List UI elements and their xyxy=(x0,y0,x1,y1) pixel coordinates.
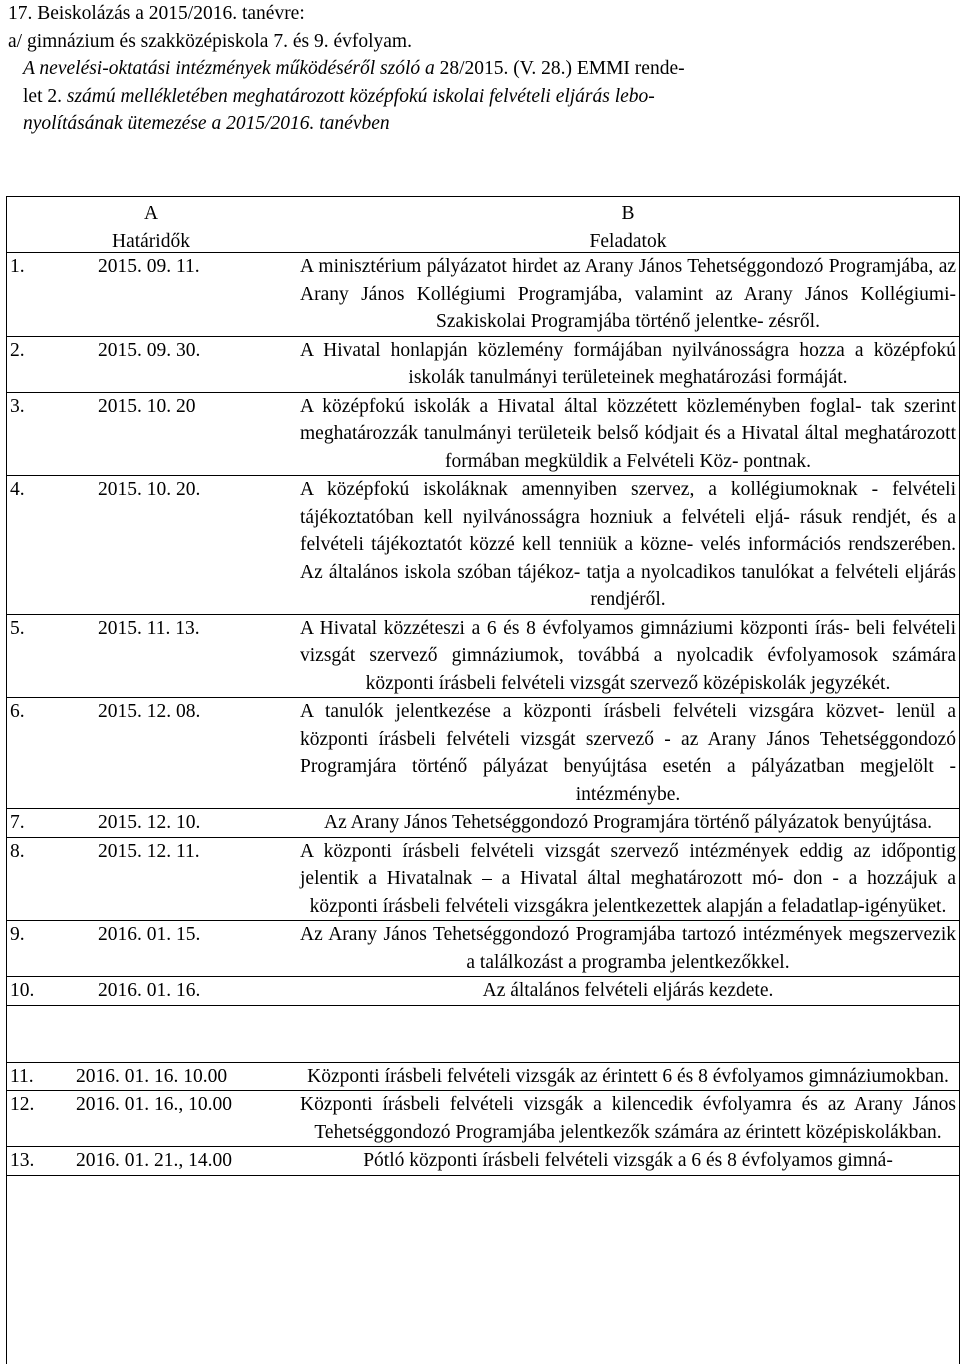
heading-line-3-rest: 28/2015. (V. 28.) EMMI rende- xyxy=(434,58,685,79)
row-task: Pótló központi írásbeli felvételi vizsgák a 6 és 8 évfolyamos gimná- xyxy=(363,1150,893,1171)
row-date: 2016. 01. 16., 10.00 xyxy=(76,1094,232,1115)
table-row xyxy=(6,838,960,922)
row-task: Az Arany János Tehetséggondozó Programjába tartozó intézmények megszervezik a találkozást a programba jelentkezőkkel. xyxy=(300,924,956,973)
row-date: 2015. 12. 11. xyxy=(98,840,200,862)
row-date: 2015. 11. 13. xyxy=(98,617,200,639)
heading-line-3 xyxy=(8,55,948,83)
row-number: 1. xyxy=(10,256,25,277)
heading-line-1: 17. Beiskolázás a 2015/2016. tanévre: xyxy=(8,3,305,24)
column-a-title: Határidők xyxy=(112,230,190,252)
row-date: 2015. 10. 20. xyxy=(98,479,201,500)
heading-line-2: a/ gimnázium és szakközépiskola 7. és 9. évfolyam. xyxy=(8,30,412,52)
row-date: 2015. 10. 20 xyxy=(98,395,196,417)
table-header-row xyxy=(6,196,960,253)
heading-line-5: nyolításának ütemezése a 2015/2016. tanévben xyxy=(23,113,390,134)
table-row xyxy=(6,337,960,393)
schedule-table xyxy=(6,196,960,1176)
row-date: 2016. 01. 15. xyxy=(98,924,201,945)
column-a-letter: A xyxy=(143,203,159,224)
heading-line-4-plain: let 2. xyxy=(23,85,67,107)
row-task: Központi írásbeli felvételi vizsgák az érintett 6 és 8 évfolyamos gimnáziumokban. xyxy=(307,1065,949,1087)
column-b-title: Feladatok xyxy=(589,230,667,252)
row-date: 2015. 09. 11. xyxy=(98,256,200,277)
column-b-header xyxy=(296,200,960,255)
row-date: 2016. 01. 21., 14.00 xyxy=(76,1150,232,1171)
table-row xyxy=(6,921,960,977)
row-date: 2015. 12. 08. xyxy=(98,701,201,722)
row-date: 2015. 09. 30. xyxy=(98,339,201,361)
table-body-1 xyxy=(6,253,960,1006)
row-number: 4. xyxy=(10,479,25,500)
row-number: 2. xyxy=(10,339,25,361)
table-row xyxy=(6,1063,960,1092)
column-a-header xyxy=(6,200,296,255)
table-body-2 xyxy=(6,1063,960,1176)
row-task: Az általános felvételi eljárás kezdete. xyxy=(482,980,774,1001)
row-number: 8. xyxy=(10,840,25,862)
row-task: Központi írásbeli felvételi vizsgák a kilencedik évfolyamra és az Arany János Tehetséggondozó Programjába jelentkezők számára az érintett középiskolákban. xyxy=(300,1094,956,1143)
column-b-letter: B xyxy=(621,203,635,224)
row-number: 9. xyxy=(10,924,25,945)
table-row xyxy=(6,1147,960,1176)
row-date: 2016. 01. 16. xyxy=(98,980,201,1001)
table-row xyxy=(6,977,960,1006)
row-date: 2016. 01. 16. 10.00 xyxy=(76,1065,228,1087)
table-row xyxy=(6,393,960,477)
table-blank-row xyxy=(6,1006,960,1063)
row-number: 7. xyxy=(10,812,25,833)
row-task: A Hivatal honlapján közlemény formájában nyilvánosságra hozza a középfokú iskolák tanulmányi területeinek meghatározási formáját. xyxy=(300,339,956,388)
row-task: A központi írásbeli felvételi vizsgát szervező intézmények eddig az időpontig jelentik a Hivatalnak – a Hivatal által meghatározott mó- don - a hozzájuk a központi írásbeli felvételi vizsgákra jelentkezettek alapján a feladatlap-igényüket. xyxy=(300,840,956,917)
table-row xyxy=(6,698,960,809)
row-task: A középfokú iskolák a Hivatal által közzétett közleményben foglal- tak szerint meghatározzák tanulmányi területeik belső kódjait és a Hivatal által meghatározott formában megküldik a Felvételi Köz- pontnak. xyxy=(300,395,956,472)
row-task: A minisztérium pályázatot hirdet az Arany János Tehetséggondozó Programjába, az Arany János Kollégiumi Programjába, valamint az Arany János Kollégiumi-Szakiskolai Programjába történő jelentke- zésről. xyxy=(300,256,956,332)
heading-line-4 xyxy=(8,83,948,111)
row-number: 5. xyxy=(10,617,25,639)
row-task: A tanulók jelentkezése a központi írásbeli felvételi vizsgára közvet- lenül a központi írásbeli felvételi vizsgát szervező - az Arany János Tehetséggondozó Programjára történő pályázat benyújtása esetén a pályázatban megjelölt - intézménybe. xyxy=(300,701,956,805)
row-task: A középfokú iskoláknak amennyiben szervez, a kollégiumoknak - felvételi tájékoztatóban kell nyilvánosságra hozniuk a felvételi eljá- rásuk rendjét, és a felvételi tájékoztatót közzé kell tenniük a közne- velés információs rendszerében. Az általános iskola szóban tájékoz- tatja a nyolcadikos tanulókat a felvételi eljárás rendjéről. xyxy=(300,479,956,610)
table-row xyxy=(6,476,960,615)
row-number: 13. xyxy=(10,1150,35,1171)
row-number: 3. xyxy=(10,395,25,417)
table-row xyxy=(6,1091,960,1147)
row-date: 2015. 12. 10. xyxy=(98,812,201,833)
table-row xyxy=(6,615,960,699)
row-task: Az Arany János Tehetséggondozó Programjára történő pályázatok benyújtása. xyxy=(323,812,932,833)
heading-line-4-italic: számú mellékletében meghatározott középfokú iskolai felvételi eljárás lebo- xyxy=(66,85,655,107)
table-row xyxy=(6,809,960,838)
table-row xyxy=(6,253,960,337)
row-number: 12. xyxy=(10,1094,35,1115)
row-number: 10. xyxy=(10,980,35,1001)
row-number: 11. xyxy=(10,1065,34,1087)
heading-line-3-italic: A nevelési-oktatási intézmények működéséről szóló a xyxy=(23,58,435,79)
section-heading xyxy=(8,0,948,138)
row-task: A Hivatal közzéteszi a 6 és 8 évfolyamos gimnáziumi központi írás- beli felvételi vizsgát szervező gimnáziumok, továbbá a nyolcadik évfolyamosok számára központi írásbeli felvételi vizsgát szervező középiskolák jegyzékét. xyxy=(300,617,956,694)
row-number: 6. xyxy=(10,701,25,722)
